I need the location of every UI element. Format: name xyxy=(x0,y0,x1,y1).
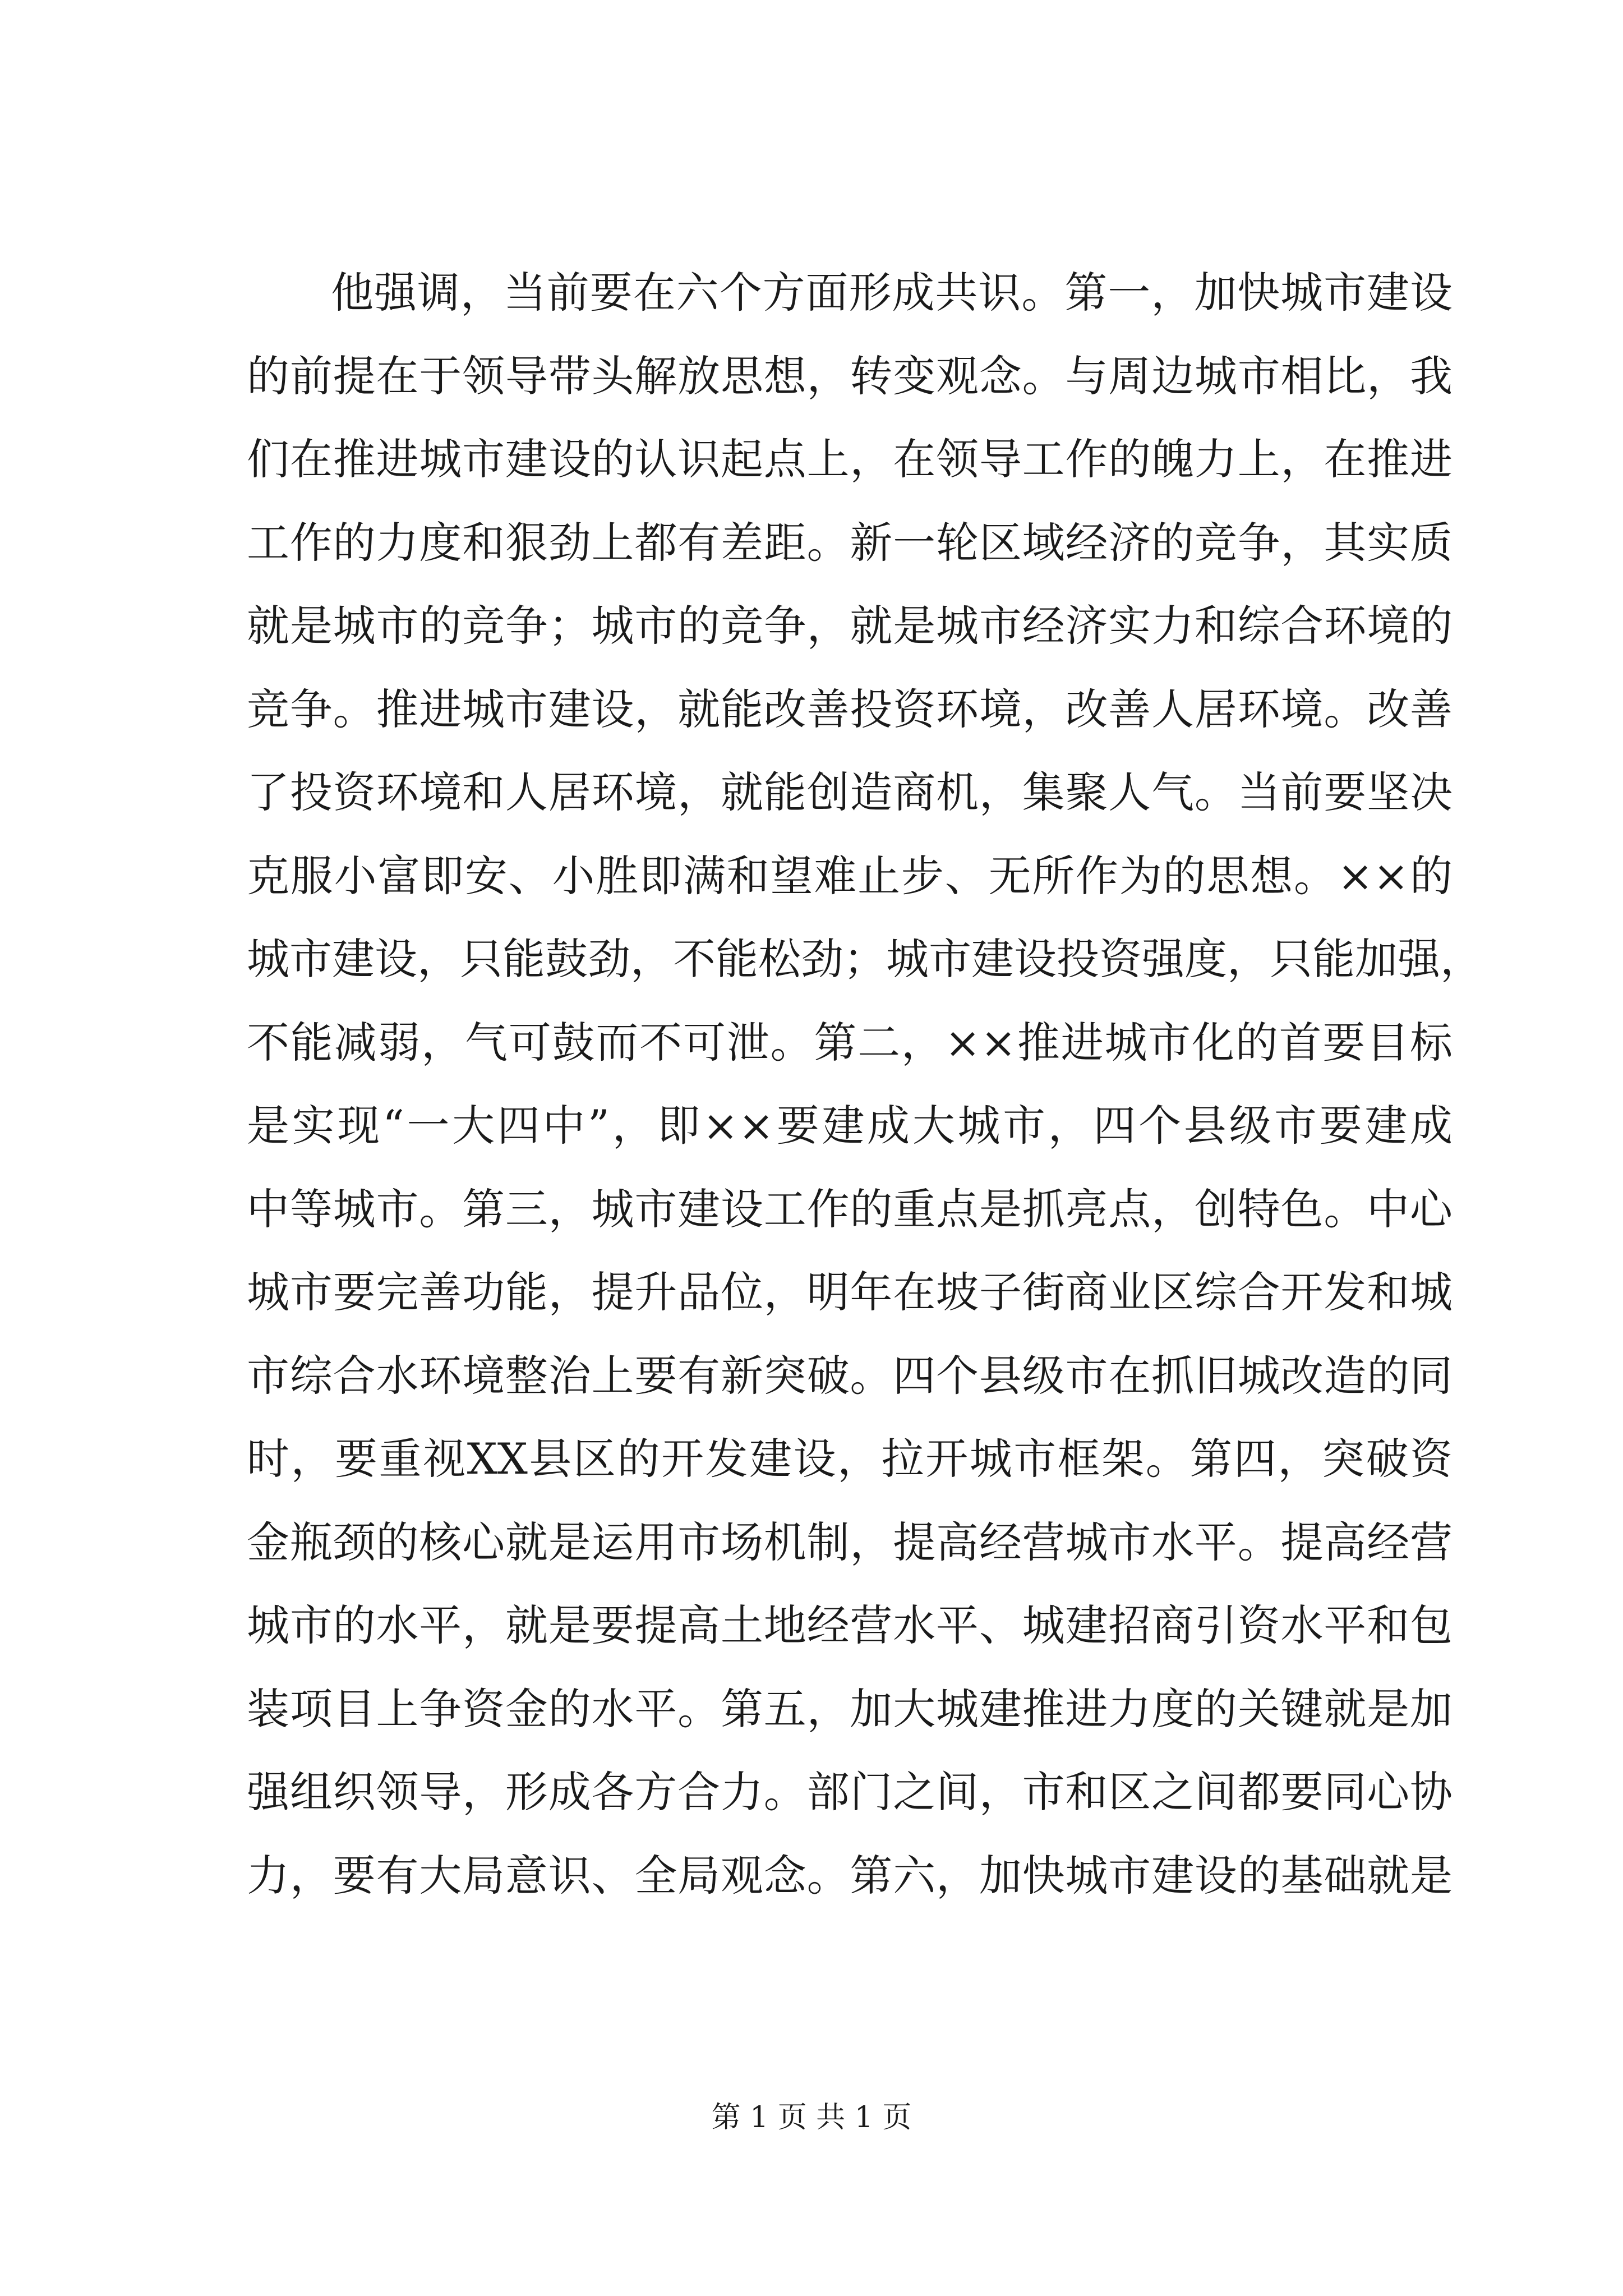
text-line: 他强调，当前要在六个方面形成共识。第一，加快城市建设 xyxy=(331,268,1453,318)
text-line: 工作的力度和狠劲上都有差距。新一轮区域经济的竞争，其实质 xyxy=(247,517,1453,568)
body-paragraph xyxy=(247,251,1483,1917)
text-line: 时，要重视XX县区的开发建设，拉开城市框架。第四，突破资 xyxy=(247,1434,1453,1484)
text-line: 装项目上争资金的水平。第五，加大城建推进力度的关键就是加 xyxy=(247,1683,1453,1734)
text-line: 金瓶颈的核心就是运用市场机制，提高经营城市水平。提高经营 xyxy=(247,1517,1453,1567)
text-line: 不能减弱，气可鼓而不可泄。第二，××推进城市化的首要目标 xyxy=(247,1017,1453,1068)
text-line: 市综合水环境整治上要有新突破。四个县级市在抓旧城改造的同 xyxy=(247,1350,1453,1401)
text-line: 克服小富即安、小胜即满和望难止步、无所作为的思想。××的 xyxy=(247,850,1453,901)
text-line: 城市建设，只能鼓劲，不能松劲；城市建设投资强度，只能加强， xyxy=(247,934,1483,984)
text-line: 是实现“一大四中”，即××要建成大城市，四个县级市要建成 xyxy=(247,1101,1453,1151)
text-line: 就是城市的竞争；城市的竞争，就是城市经济实力和综合环境的 xyxy=(247,601,1453,651)
text-line: 的前提在于领导带头解放思想，转变观念。与周边城市相比，我 xyxy=(247,351,1453,401)
text-line: 们在推进城市建设的认识起点上，在领导工作的魄力上，在推进 xyxy=(247,434,1453,484)
page-number-label: 第 1 页 共 1 页 xyxy=(711,2101,912,2134)
text-line: 竞争。推进城市建设，就能改善投资环境，改善人居环境。改善 xyxy=(247,684,1453,734)
page-footer xyxy=(0,2098,1623,2137)
text-line: 城市要完善功能，提升品位，明年在坡子街商业区综合开发和城 xyxy=(247,1267,1453,1317)
text-line: 了投资环境和人居环境，就能创造商机，集聚人气。当前要坚决 xyxy=(247,767,1453,817)
text-line: 城市的水平，就是要提高土地经营水平、城建招商引资水平和包 xyxy=(247,1600,1453,1650)
text-line: 强组织领导，形成各方合力。部门之间，市和区之间都要同心协 xyxy=(247,1767,1453,1817)
text-line: 力，要有大局意识、全局观念。第六，加快城市建设的基础就是 xyxy=(247,1850,1453,1901)
text-line: 中等城市。第三，城市建设工作的重点是抓亮点，创特色。中心 xyxy=(247,1184,1453,1234)
